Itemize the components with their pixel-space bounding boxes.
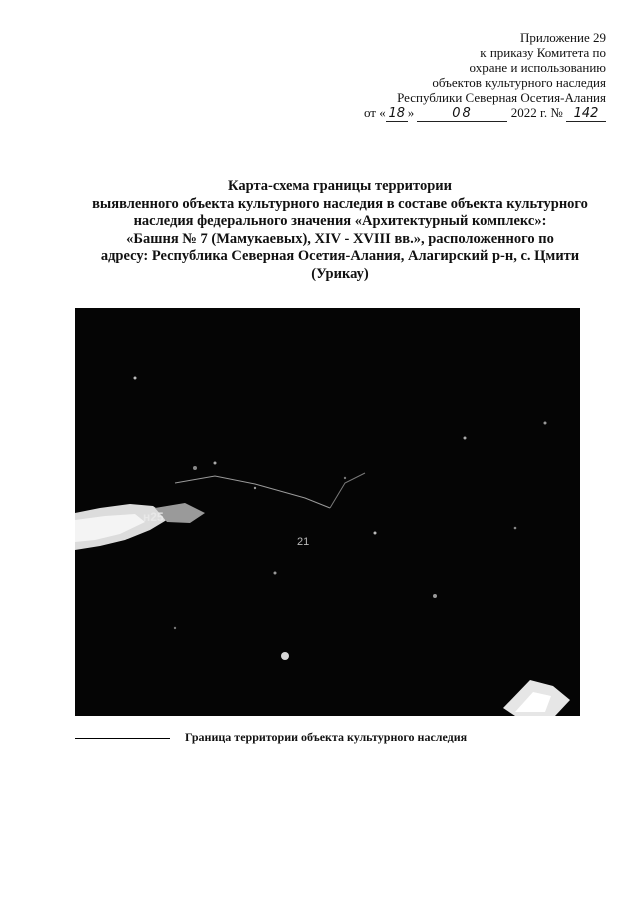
date-day: 18 <box>386 106 408 122</box>
order-date-line <box>364 105 606 122</box>
map-point-label: н25 <box>143 510 164 524</box>
date-month: 08 <box>417 106 507 122</box>
appendix-line: объектов культурного наследия <box>432 75 606 90</box>
title-line: адресу: Республика Северная Осетия-Алания, Алагирский р-н, с. Цмити <box>100 248 580 264</box>
date-prefix: от « <box>363 105 386 120</box>
satellite-map-image <box>75 308 580 716</box>
title-line: наследия федерального значения «Архитектурный комплекс»: <box>133 213 547 229</box>
title-line: «Башня № 7 (Мамукаевых), XIV - XVIII вв.», расположенного по <box>126 230 554 247</box>
date-separator: » <box>407 105 415 120</box>
map-point-number: 21 <box>297 536 310 548</box>
appendix-block <box>364 30 606 122</box>
appendix-line: Приложение 29 <box>519 30 606 45</box>
year-text: 2022 г. № <box>510 105 563 120</box>
order-number: 142 <box>566 106 606 122</box>
title-line: выявленного объекта культурного наследия в составе объекта культурного <box>92 195 588 212</box>
title-line: Карта-схема границы территории <box>228 178 452 194</box>
appendix-line: Республики Северная Осетия-Алания <box>397 90 606 105</box>
document-title <box>60 178 620 283</box>
boundary-line-swatch <box>75 738 170 739</box>
legend-label: Граница территории объекта культурного наследия <box>185 730 468 744</box>
appendix-line: к приказу Комитета по <box>480 45 606 60</box>
appendix-line: охране и использованию <box>469 60 606 75</box>
title-line: (Урикау) <box>311 265 369 282</box>
map-legend <box>75 730 595 750</box>
